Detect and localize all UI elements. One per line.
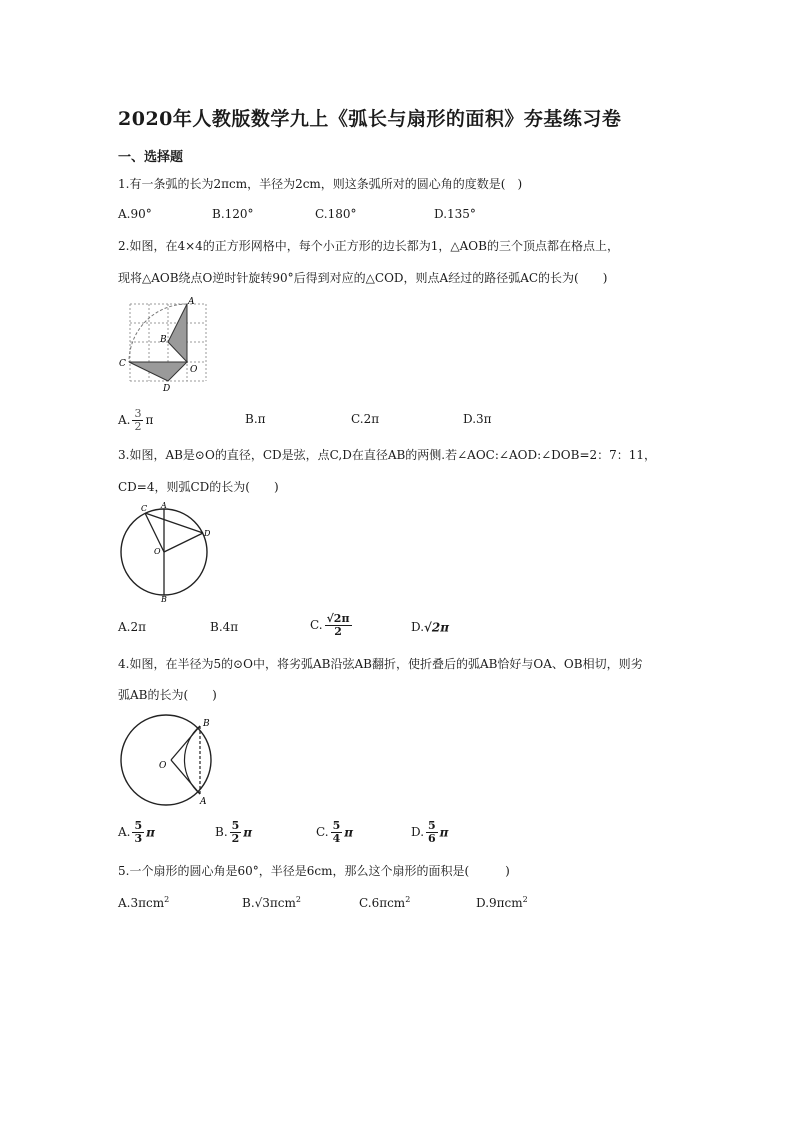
q4-option-d-denominator: 6 [428,832,436,845]
q5-option-b-sup: 2 [295,895,301,904]
q3-option-d-prefix: D. [411,620,425,634]
q3-option-d-value: √2π [424,620,450,635]
q2-grid-figure [116,296,216,396]
q3-stem-line1: 3.如图，AB是⊙O的直径，CD是弦，点C,D在直径AB的两侧.若∠AOC:∠AOD:∠DOB=2：7：11， [118,448,657,462]
q5-option-c-sup: 2 [405,895,411,904]
q4-option-d-prefix: D. [411,825,425,839]
q2-option-a-numerator: 3 [134,407,142,420]
q2-option-c[interactable]: C.2π [351,412,380,426]
q2-option-a-prefix: A. [118,413,131,427]
q5-option-b-text: B.√3πcm [242,896,296,910]
q1-option-c[interactable]: C.180° [315,207,357,221]
q4-option-b[interactable] [215,820,252,845]
q3-label-b: B [161,595,167,604]
q3-option-c-prefix: C. [310,618,323,632]
q2-option-a-denominator: 2 [134,420,142,433]
q4-stem-line2: 弧AB的长为( ) [118,688,217,702]
q3-option-b[interactable]: B.4π [210,620,239,634]
q2-label-a: A [188,297,195,307]
q4-option-a-prefix: A. [118,825,131,839]
q4-option-b-numerator: 5 [231,819,240,832]
q2-label-d: D [163,384,171,394]
q4-option-c-numerator: 5 [332,819,341,832]
q3-option-c-numerator: √2π [326,612,350,625]
section-heading: 一、选择题 [118,150,184,165]
q2-option-a-pi: π [145,413,154,427]
q3-circle-figure [118,500,218,604]
q5-stem: 5.一个扇形的圆心角是60°，半径是6cm，那么这个扇形的面积是( ) [118,864,510,878]
q4-option-c-denominator: 4 [332,832,341,845]
q2-option-d[interactable]: D.3π [463,412,492,426]
q4-option-d[interactable] [411,820,448,845]
q2-option-b[interactable]: B.π [245,412,266,426]
q4-option-c-prefix: C. [316,825,329,839]
q4-label-o: O [159,761,167,771]
q3-label-c: C [141,504,148,513]
q4-option-d-pi: π [439,825,449,840]
q3-stem-line2: CD=4，则弧CD的长为( ) [118,480,279,494]
q5-option-a[interactable] [118,895,169,910]
q4-option-b-prefix: B. [215,825,228,839]
q5-option-a-text: A.3πcm [118,896,165,910]
q4-label-a: A [200,797,207,807]
q4-stem-line1: 4.如图，在半径为5的⊙O中，将劣弧AB沿弦AB翻折，使折叠后的弧AB恰好与OA、OB相切，则劣 [118,657,643,671]
q1-option-b[interactable]: B.120° [212,207,254,221]
q1-option-d[interactable]: D.135° [434,207,476,221]
q4-option-c[interactable] [316,820,353,845]
q4-option-b-pi: π [243,825,253,840]
q3-option-d[interactable] [411,620,449,635]
q5-option-b[interactable] [242,895,301,910]
q2-label-b: B [160,335,167,345]
q3-label-a: A [161,501,167,510]
q5-option-d[interactable] [476,895,528,910]
q4-circle-figure [118,712,222,808]
q5-option-d-sup: 2 [522,895,528,904]
q4-option-a-numerator: 5 [134,819,143,832]
q3-option-c[interactable] [310,613,354,638]
q2-stem-line2: 现将△AOB绕点O逆时针旋转90°后得到对应的△COD，则点A经过的路径弧AC的长为( ) [118,271,608,285]
q4-option-a-pi: π [146,825,155,840]
q3-option-a[interactable]: A.2π [118,620,147,634]
q3-option-c-denominator: 2 [334,625,342,638]
q5-option-c-text: C.6πcm [359,896,406,910]
page-title: 2020年人教版数学九上《弧长与扇形的面积》夯基练习卷 [118,108,622,130]
q1-option-a[interactable]: A.90° [118,207,152,221]
q5-option-c[interactable] [359,895,410,910]
q2-label-o: O [190,365,198,375]
q4-option-b-denominator: 2 [231,832,240,845]
q5-option-d-text: D.9πcm [476,896,523,910]
q2-label-c: C [119,359,126,369]
q3-label-d: D [204,529,211,538]
q5-option-a-sup: 2 [164,895,170,904]
q2-stem-line1: 2.如图，在4×4的正方形网格中，每个小正方形的边长都为1，△AOB的三个顶点都在格点上， [118,239,619,253]
q4-option-d-numerator: 5 [428,819,436,832]
q4-option-c-pi: π [344,825,354,840]
q2-option-a[interactable] [118,408,153,433]
q4-option-a-denominator: 3 [134,832,143,845]
q3-label-o: O [154,547,161,556]
q1-stem: 1.有一条弧的长为2πcm，半径为2cm，则这条弧所对的圆心角的度数是( ) [118,177,523,191]
q4-label-b: B [203,719,210,729]
q4-option-a[interactable] [118,820,155,845]
